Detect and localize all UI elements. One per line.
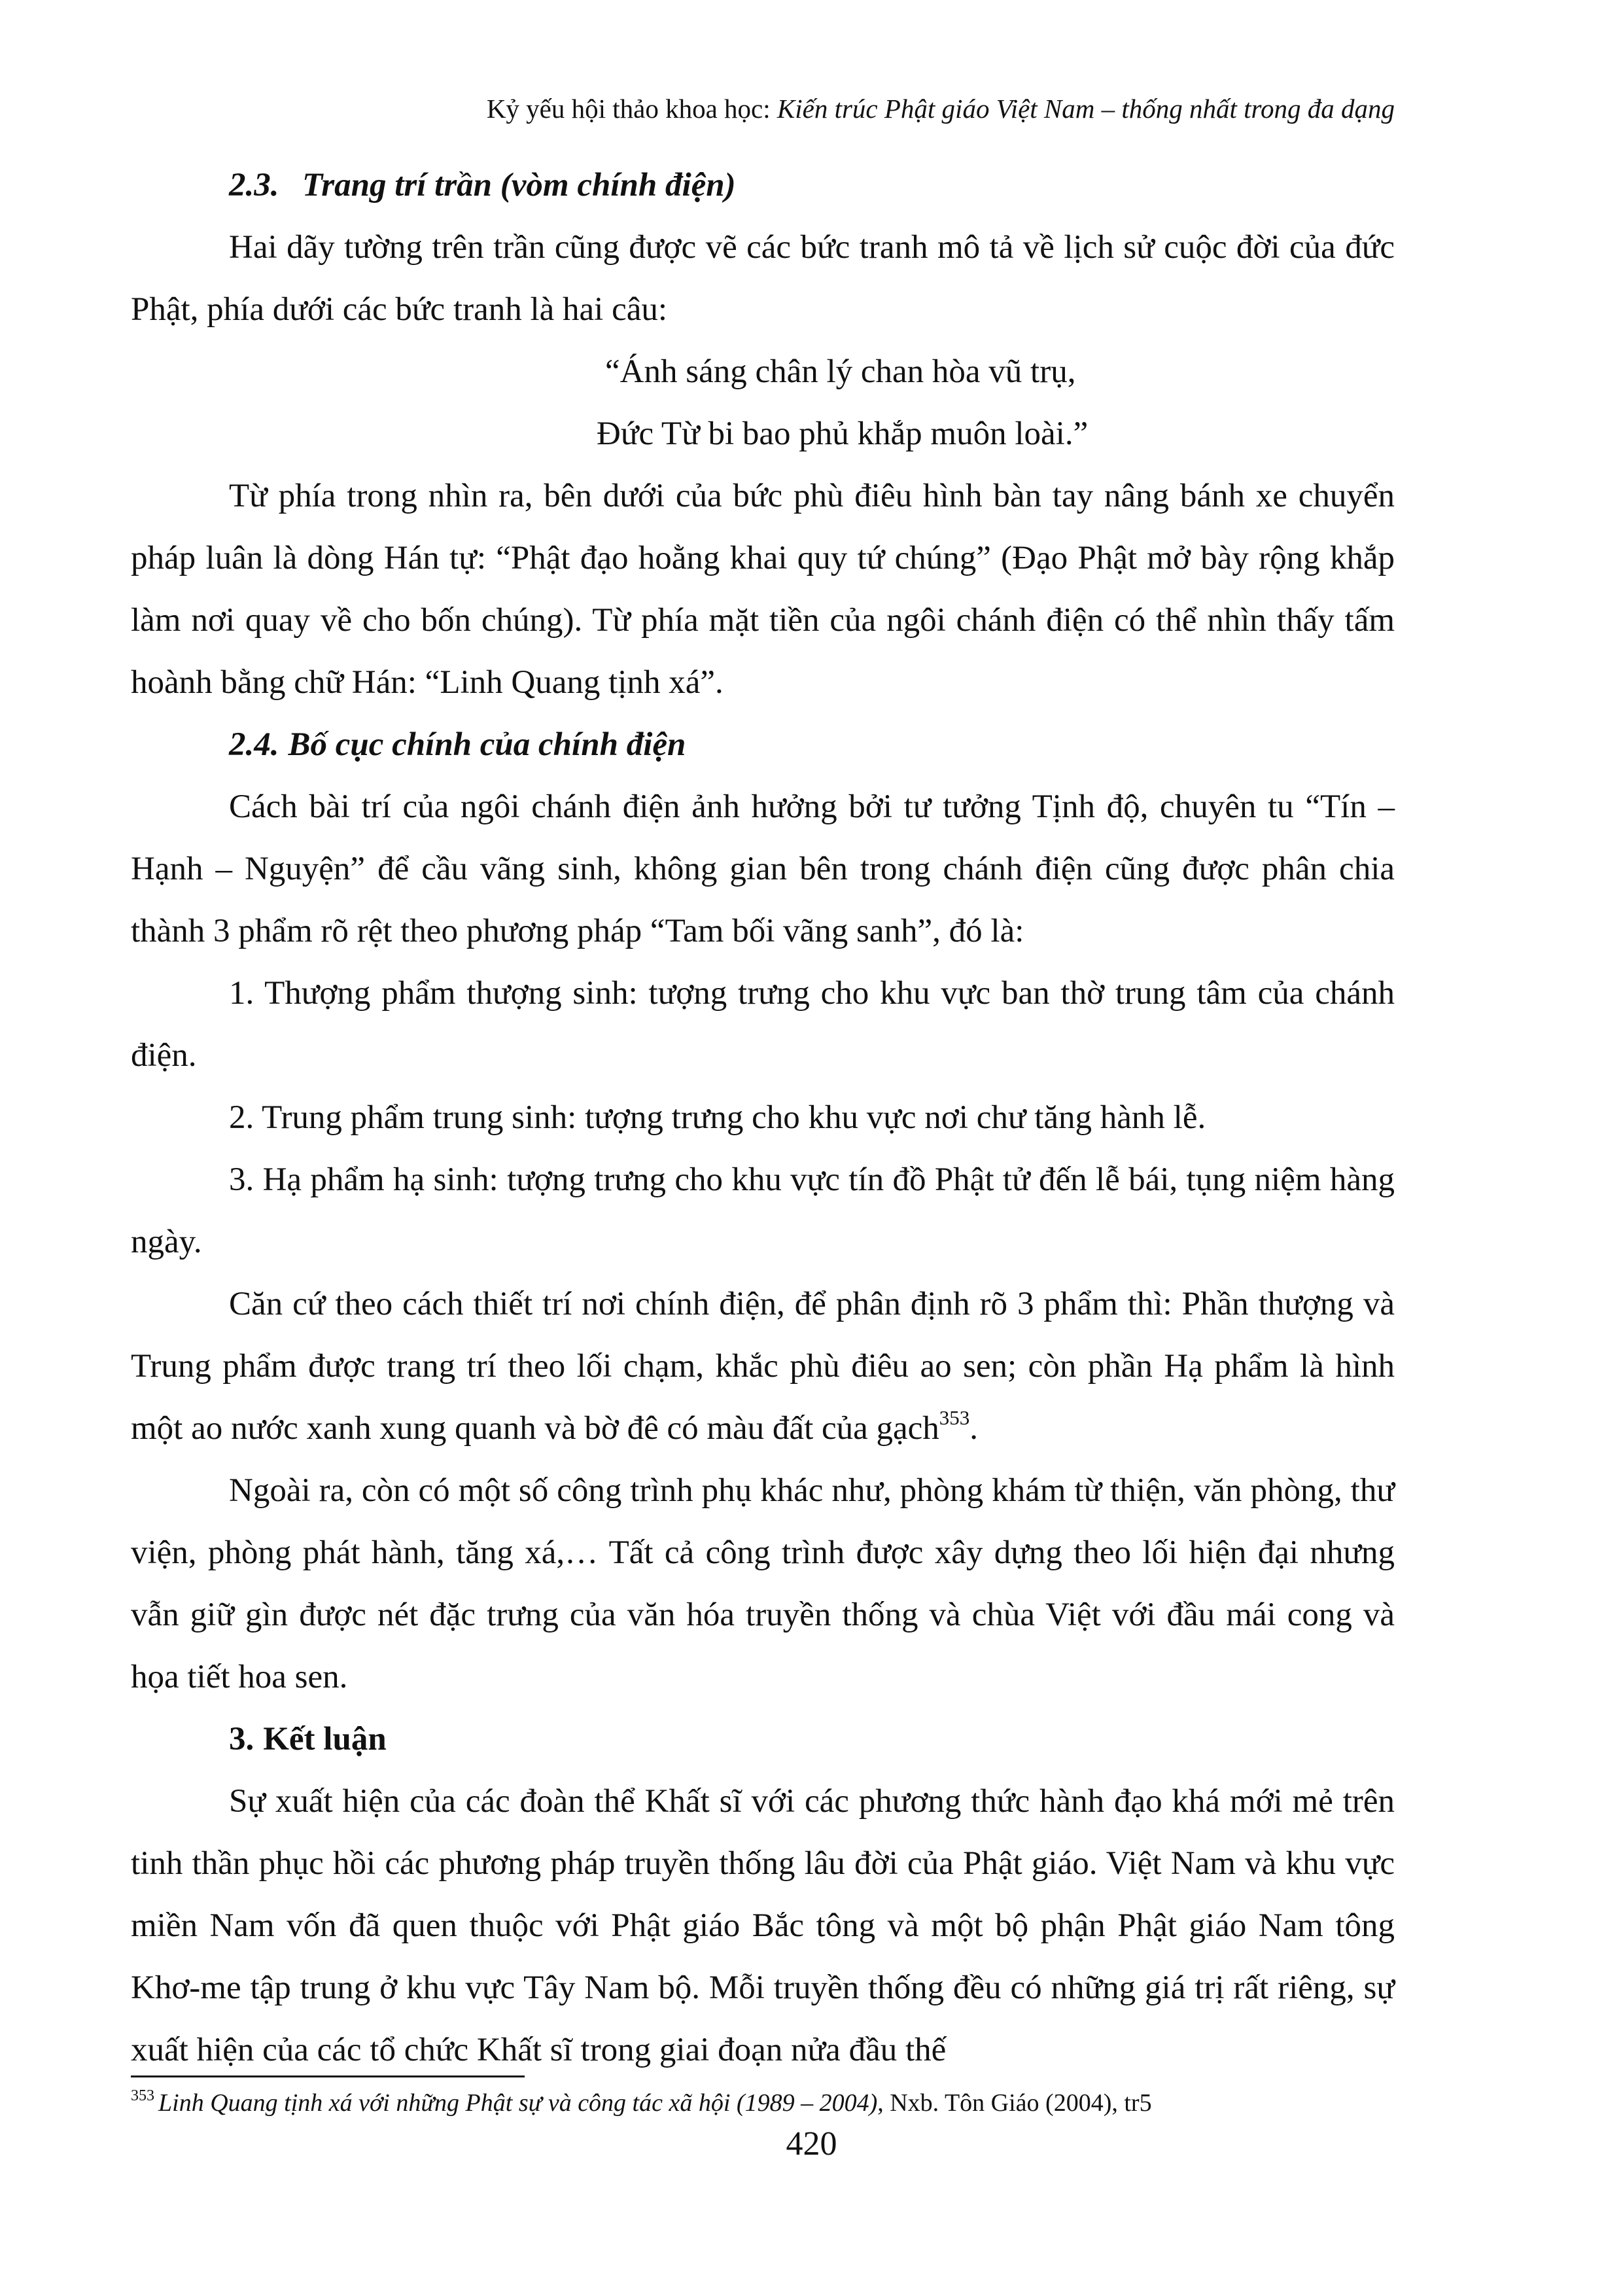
paragraph-end: . <box>969 1410 979 1447</box>
paragraph: Ngoài ra, còn có một số công trình phụ khác như, phòng khám từ thiện, văn phòng, thư viện, phòng phát hành, tăng xá,… Tất cả công trình được xây dựng theo lối hiện đại nhưng vẫn giữ gìn được nét đặc trưng của văn hóa truyền thống và chùa Việt với đầu mái cong và họa tiết hoa sen. <box>131 1472 1395 1695</box>
paragraph: Cách bài trí của ngôi chánh điện ảnh hưởng bởi tư tưởng Tịnh độ, chuyên tu “Tín – Hạnh – Nguyện” để cầu vãng sinh, không gian bên trong chánh điện cũng được phân chia thành 3 phẩm rõ rệt theo phương pháp “Tam bối vãng sanh”, đó là: <box>131 788 1395 949</box>
paragraph: Từ phía trong nhìn ra, bên dưới của bức phù điêu hình bàn tay nâng bánh xe chuyển pháp luân là dòng Hán tự: “Phật đạo hoằng khai quy tứ chúng” (Đạo Phật mở bày rộng khắp làm nơi quay về cho bốn chúng). Từ phía mặt tiền của ngôi chánh điện có thể nhìn thấy tấm hoành bằng chữ Hán: “Linh Quang tịnh xá”. <box>131 478 1395 701</box>
paragraph: Hai dãy tường trên trần cũng được vẽ các bức tranh mô tả về lịch sử cuộc đời của đức Phật, phía dưới các bức tranh là hai câu: <box>131 229 1395 328</box>
list-item: 3. Hạ phẩm hạ sinh: tượng trưng cho khu vực tín đồ Phật tử đến lễ bái, tụng niệm hàng ngày. <box>131 1161 1395 1260</box>
section-heading-2-4 <box>131 714 1395 776</box>
section-heading-2-3 <box>131 154 1395 217</box>
footnote-title: Linh Quang tịnh xá với những Phật sự và công tác xã hội (1989 – 2004) <box>158 2089 878 2117</box>
section-title: Kết luận <box>263 1721 387 1757</box>
footnote <box>131 2087 1395 2119</box>
footnote-reference[interactable]: 353 <box>939 1406 970 1429</box>
quote-line: Đức Từ bi bao phủ khắp muôn loài.” <box>597 415 1089 452</box>
header-prefix: Kỷ yếu hội thảo khoa học: <box>486 94 777 124</box>
header-book-title: Kiến trúc Phật giáo Việt Nam – thống nhất trong đa dạng <box>777 94 1395 124</box>
footnote-divider <box>131 2075 525 2077</box>
paragraph-with-footnote <box>131 1273 1395 1460</box>
section-number: 3. <box>229 1721 254 1757</box>
body-text <box>131 154 1395 2081</box>
section-heading-3 <box>131 1708 1395 1771</box>
section-number: 2.4. <box>229 726 279 763</box>
section-number: 2.3. <box>229 167 279 203</box>
quote-line: “Ánh sáng chân lý chan hòa vũ trụ, <box>605 353 1076 390</box>
footnote-mark: 353 <box>131 2087 154 2104</box>
page-number: 420 <box>786 2125 837 2163</box>
section-title: Trang trí trần (vòm chính điện) <box>302 167 736 203</box>
footnote-rest: , Nxb. Tôn Giáo (2004), tr5 <box>877 2089 1152 2117</box>
running-header <box>487 92 1395 126</box>
section-title: Bố cục chính của chính điện <box>288 726 686 763</box>
paragraph-text: Căn cứ theo cách thiết trí nơi chính điện, để phân định rõ 3 phẩm thì: Phần thượng và Trung phẩm được trang trí theo lối chạm, khắc phù điêu ao sen; còn phần Hạ phẩm là hình một ao nước xanh xung quanh và bờ đê có màu đất của gạch <box>131 1286 1395 1447</box>
list-item: 1. Thượng phẩm thượng sinh: tượng trưng cho khu vực ban thờ trung tâm của chánh điện. <box>131 975 1395 1074</box>
list-item: 2. Trung phẩm trung sinh: tượng trưng cho khu vực nơi chư tăng hành lễ. <box>229 1099 1206 1136</box>
paragraph: Sự xuất hiện của các đoàn thể Khất sĩ với các phương thức hành đạo khá mới mẻ trên tinh thần phục hồi các phương pháp truyền thống lâu đời của Phật giáo. Việt Nam và khu vực miền Nam vốn đã quen thuộc với Phật giáo Bắc tông và một bộ phận Phật giáo Nam tông Khơ-me tập trung ở khu vực Tây Nam bộ. Mỗi truyền thống đều có những giá trị rất riêng, sự xuất hiện của các tổ chức Khất sĩ trong giai đoạn nửa đầu thế <box>131 1783 1395 2068</box>
